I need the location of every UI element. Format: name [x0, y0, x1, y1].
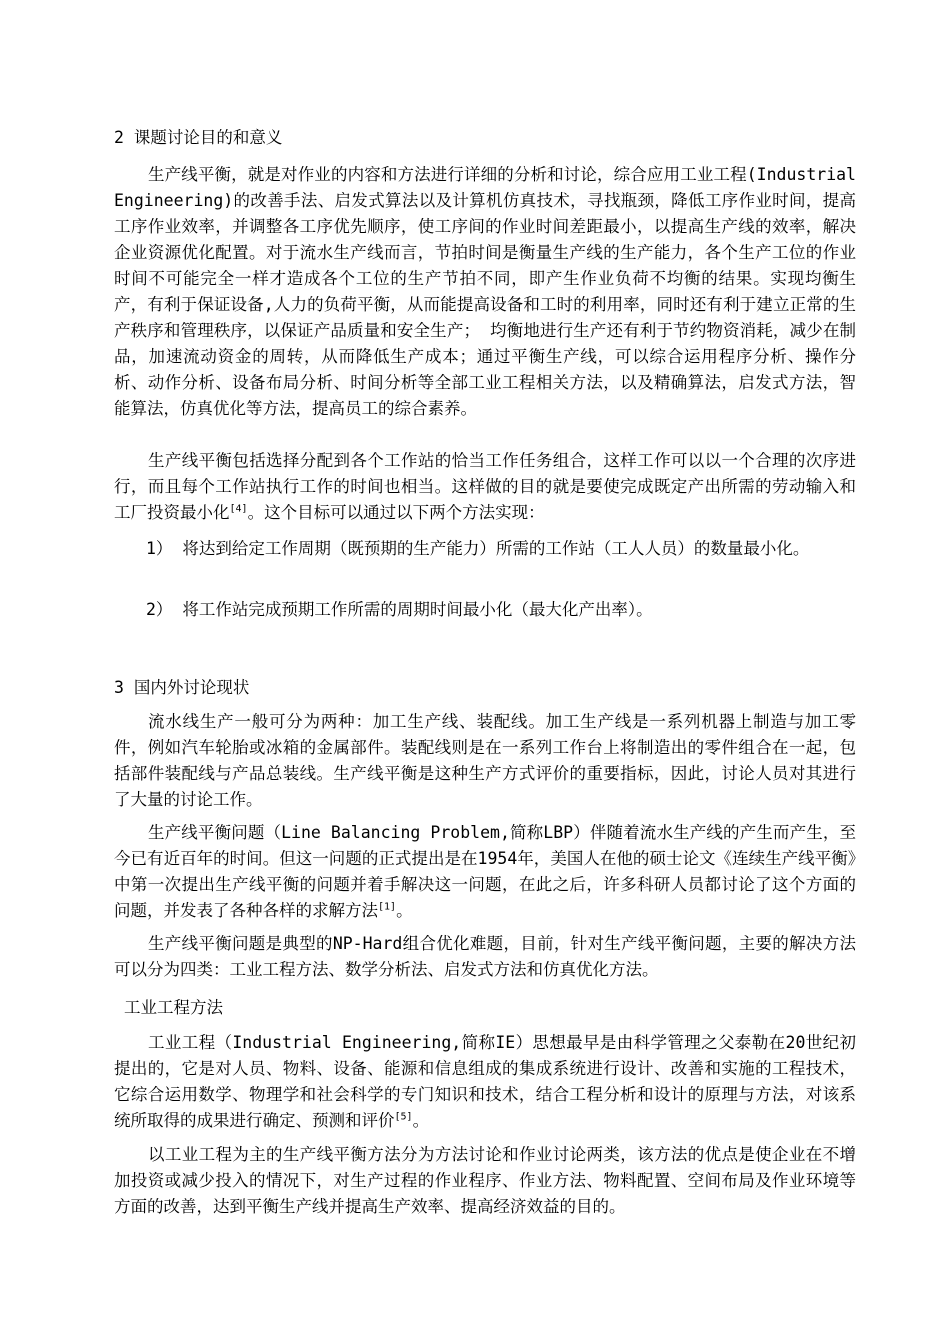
citation: [5] — [394, 1111, 413, 1123]
paragraph: 生产线平衡问题是典型的NP-Hard组合优化难题，目前，针对生产线平衡问题，主要的解决方法可以分为四类：工业工程方法、数学分析法、启发式方法和仿真优化方法。 — [114, 934, 856, 979]
paragraph: 以工业工程为主的生产线平衡方法分为方法讨论和作业讨论两类，该方法的优点是使企业在不增加投资或减少投入的情况下，对生产过程的作业程序、作业方法、物料配置、空间布局及作业环境等方面的改善，达到平衡生产线并提高生产效率、提高经济效益的目的。 — [114, 1145, 856, 1216]
citation: [4] — [229, 503, 248, 515]
paragraph-text: 。 — [412, 1111, 430, 1130]
section-heading-3: 3 国内外讨论现状 — [114, 678, 250, 697]
paragraph: 生产线平衡，就是对作业的内容和方法进行详细的分析和讨论，综合应用工业工程(Industrial Engineering)的改善手法、启发式算法以及计算机仿真技术，寻找瓶颈，降低工序作业时间，提高工序作业效率，并调整各工序优先顺序，使工序间的作业时间差距最小，以提高生产线的效率，解决企业资源优化配置。对于流水生产线而言，节拍时间是衡量生产线的生产能力，各个生产工位的作业时间不可能完全一样才造成各个工位的生产节拍不同，即产生作业负荷不均衡的结果。实现均衡生产，有利于保证设备,人力的负荷平衡，从而能提高设备和工时的利用率，同时还有利于建立正常的生产秩序和管理秩序，以保证产品质量和安全生产； 均衡地进行生产还有利于节约物资消耗，减少在制品，加速流动资金的周转，从而降低生产成本；通过平衡生产线，可以综合运用程序分析、操作分析、动作分析、设备布局分析、时间分析等全部工业工程相关方法，以及精确算法，启发式方法，智能算法，仿真优化等方法，提高员工的综合素养。 — [114, 165, 856, 418]
paragraph — [114, 448, 856, 526]
paragraph-text: 工业工程（Industrial Engineering,简称IE）思想最早是由科学管理之父泰勒在20世纪初提出的，它是对人员、物料、设备、能源和信息组成的集成系统进行设计、改善和实施的工程技术，它综合运用数学、物理学和社会科学的专门知识和技术，结合工程分析和设计的原理与方法，对该系统所取得的成果进行确定、预测和评价 — [114, 1033, 856, 1130]
paragraph-text: 生产线平衡问题（Line Balancing Problem,简称LBP）伴随着流水生产线的产生而产生，至今已有近百年的时间。但这一问题的正式提出是在1954年，美国人在他的硕士论文《连续生产线平衡》中第一次提出生产线平衡的问题并着手解决这一问题，在此之后，许多科研人员都讨论了这个方面的问题，并发表了各种各样的求解方法 — [114, 823, 856, 920]
section-heading-2: 2 课题讨论目的和意义 — [114, 128, 283, 147]
paragraph-text: 。这个目标可以通过以下两个方法实现： — [247, 503, 545, 522]
subsection-heading: 工业工程方法 — [124, 998, 223, 1017]
paragraph — [114, 820, 856, 924]
paragraph — [114, 1030, 856, 1134]
paragraph-text: 。 — [396, 901, 413, 920]
paragraph: 流水线生产一般可分为两种：加工生产线、装配线。加工生产线是一系列机器上制造与加工零件，例如汽车轮胎或冰箱的金属部件。装配线则是在一系列工作台上将制造出的零件组合在一起，包括部件装配线与产品总装线。生产线平衡是这种生产方式评价的重要指标，因此，讨论人员对其进行了大量的讨论工作。 — [114, 712, 856, 809]
list-item: 1） 将达到给定工作周期（既预期的生产能力）所需的工作站（工人人员）的数量最小化。 — [146, 539, 810, 558]
paragraph-text: 生产线平衡包括选择分配到各个工作站的恰当工作任务组合，这样工作可以以一个合理的次序进行，而且每个工作站执行工作的时间也相当。这样做的目的就是要使完成既定产出所需的劳动输入和工厂投资最小化 — [114, 451, 856, 522]
list-item: 2） 将工作站完成预期工作所需的周期时间最小化（最大化产出率）。 — [146, 600, 653, 619]
citation: [1] — [378, 901, 397, 913]
